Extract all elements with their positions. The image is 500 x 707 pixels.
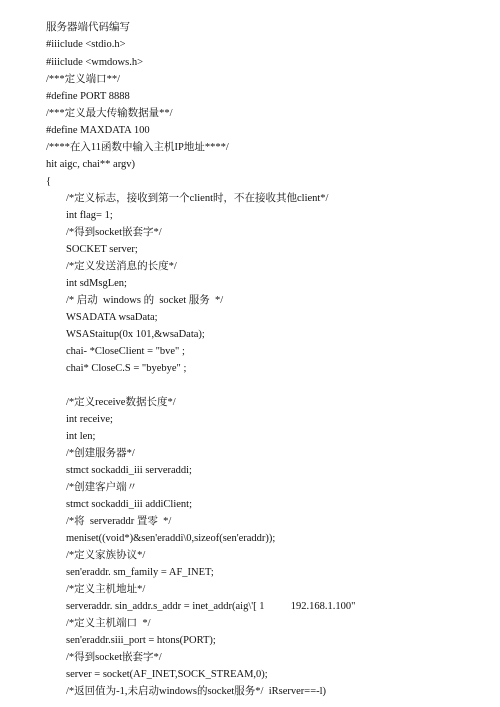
code-comment: /* 启动 windows 的 socket 服务 */ <box>66 295 224 306</box>
code-comment: /****在入11函数中输入主机IP地址****/ <box>46 142 229 153</box>
code-line: serveraddr. sin_addr.s_addr = inet_addr(aig\'[ 1 192.168.1.100" <box>66 601 356 612</box>
code-line: meniset((void*)&sen'eraddi\0,sizeof(sen'eraddr)); <box>66 533 276 544</box>
code-line: sen'eraddr.siii_port = htons(PORT); <box>66 635 216 646</box>
code-comment: /***定义最大传输数据量**/ <box>46 108 173 119</box>
code-line: #iiiclude <stdio.h> <box>46 39 126 50</box>
code-line: sen'eraddr. sm_family = AF_INET; <box>66 567 214 578</box>
code-line: SOCKET server; <box>66 244 138 255</box>
code-line: int receive; <box>66 414 113 425</box>
code-line: server = socket(AF_INET,SOCK_STREAM,0); <box>66 669 268 680</box>
code-comment: /*定义发送消息的长度*/ <box>66 261 177 272</box>
code-line: int sdMsgLen; <box>66 278 127 289</box>
code-comment: /*创建客户端〃 <box>66 482 138 493</box>
code-line: #define PORT 8888 <box>46 91 130 102</box>
code-line: WSADATA wsaData; <box>66 312 158 323</box>
code-comment: /*定义家族协议*/ <box>66 550 146 561</box>
code-comment: /*创建服务器*/ <box>66 448 135 459</box>
code-line: chai* CloseC.S = "byebye" ; <box>66 363 187 374</box>
code-comment: /*将 serveraddr 置零 */ <box>66 516 172 527</box>
code-line: WSAStaitup(0x 101,&wsaData); <box>66 329 205 340</box>
code-comment: /*定义receive数据长度*/ <box>66 397 176 408</box>
code-line: #iiiclude <wmdows.h> <box>46 57 144 68</box>
code-line: { <box>46 176 52 187</box>
code-comment: /*返回值为-1,未启动windows的socket服务*/ iRserver==-l) <box>66 686 327 697</box>
code-line: int flag= 1; <box>66 210 113 221</box>
code-comment: /*定义主机地址*/ <box>66 584 146 595</box>
code-line: int len; <box>66 431 96 442</box>
code-line: stmct sockaddi_iii serveraddi; <box>66 465 192 476</box>
code-line: chai- *CloseClient = "bve" ; <box>66 346 185 357</box>
code-comment: /***定义端口**/ <box>46 74 121 85</box>
code-line: hit aigc, chai** argv) <box>46 159 136 170</box>
code-comment: /*得到socket嵌套字*/ <box>66 227 162 238</box>
code-line: stmct sockaddi_iii addiClient; <box>66 499 192 510</box>
code-comment: /*得到socket嵌套字*/ <box>66 652 162 663</box>
code-comment: /*定义主机端口 */ <box>66 618 151 629</box>
doc-heading: 服务器端代码编写 <box>46 22 130 33</box>
code-comment: /*定义标志，接收到第一个client时，不在接收其他client*/ <box>66 193 329 204</box>
code-line: #define MAXDATA 100 <box>46 125 150 136</box>
